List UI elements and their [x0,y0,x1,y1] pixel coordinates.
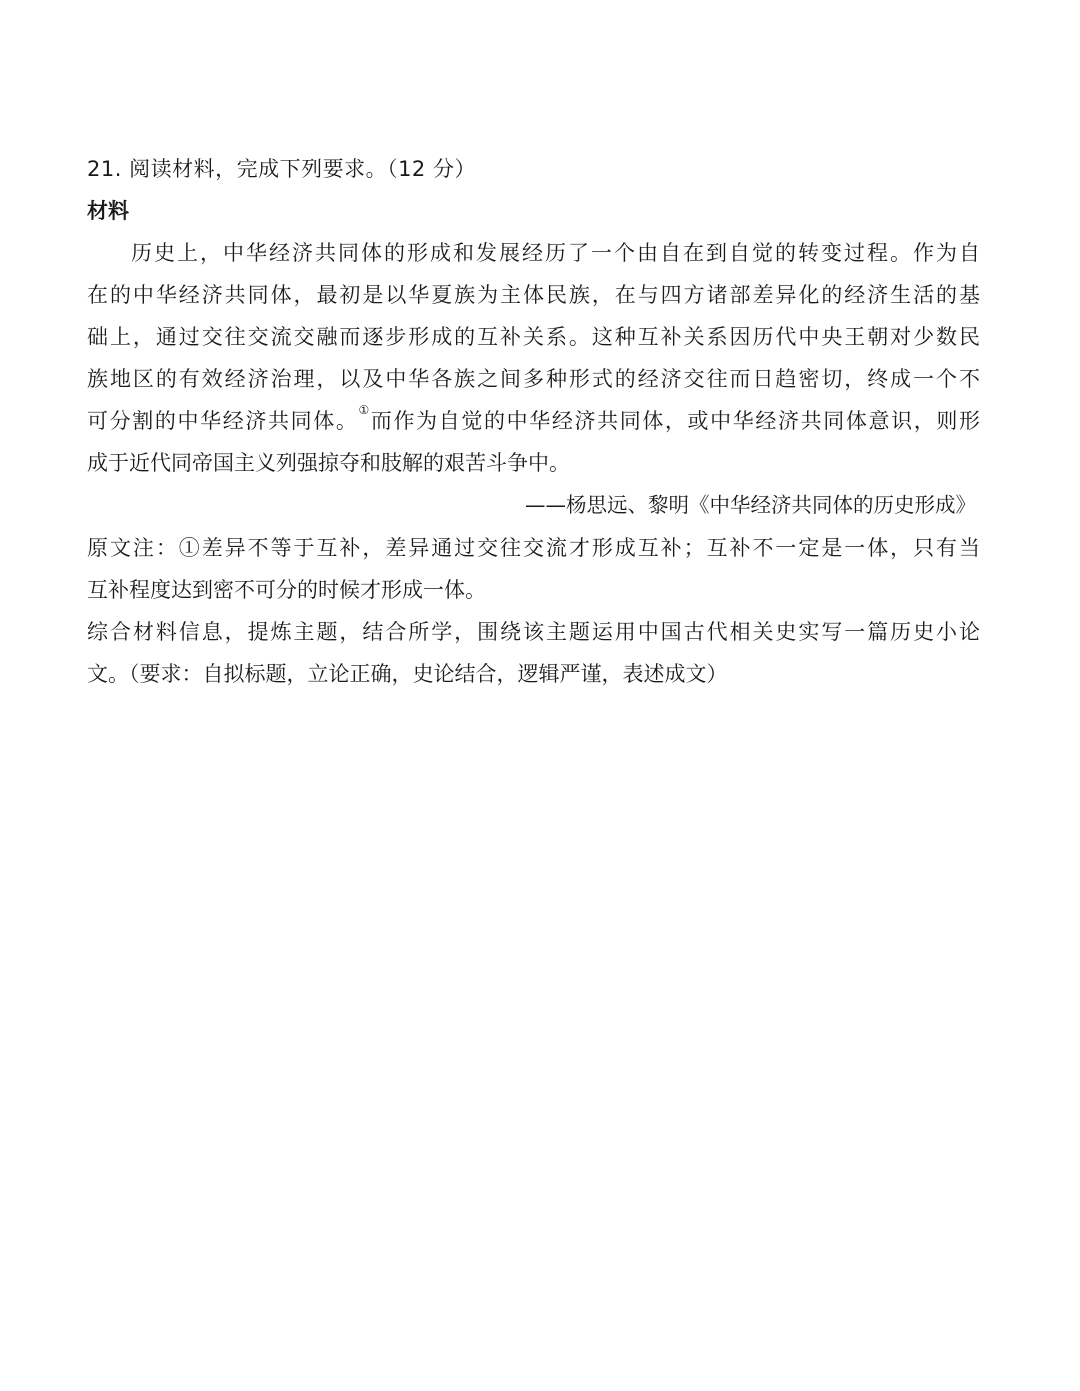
material-line [87,400,980,442]
footnote-mark: ① [358,403,371,417]
material-passage [87,232,980,484]
material-line: 成于近代同帝国主义列强掠夺和肢解的艰苦斗争中。 [87,451,570,475]
material-label: 材料 [87,199,129,223]
material-line: 础上，通过交往交流交融而逐步形成的互补关系。这种互补关系因历代中央王朝对少数民 [87,325,980,349]
material-source: ——杨思远、黎明《中华经济共同体的历史形成》 [525,493,976,517]
material-line: 在的中华经济共同体，最初是以华夏族为主体民族，在与四方诸部差异化的经济生活的基 [87,283,980,307]
question-21 [87,148,980,695]
task-instructions [87,611,980,695]
material-line: 族地区的有效经济治理，以及中华各族之间多种形式的经济交往而日趋密切，终成一个不 [87,367,980,391]
material-text: 可分割的中华经济共同体。 [87,409,359,433]
material-line: 历史上，中华经济共同体的形成和发展经历了一个由自在到自觉的转变过程。作为自 [131,241,980,265]
task-line: 文。（要求：自拟标题，立论正确，史论结合，逻辑严谨，表述成文） [87,661,728,686]
material-text: 而作为自觉的中华经济共同体，或中华经济共同体意识，则形 [370,409,981,433]
task-line: 综合材料信息，提炼主题，结合所学，围绕该主题运用中国古代相关史实写一篇历史小论 [87,619,980,644]
note-line: 原文注：①差异不等于互补，差异通过交往交流才形成互补；互补不一定是一体，只有当 [87,535,980,560]
note-line: 互补程度达到密不可分的时候才形成一体。 [87,577,486,602]
question-title: 21. 阅读材料，完成下列要求。（12 分） [87,157,476,181]
original-note [87,527,980,611]
